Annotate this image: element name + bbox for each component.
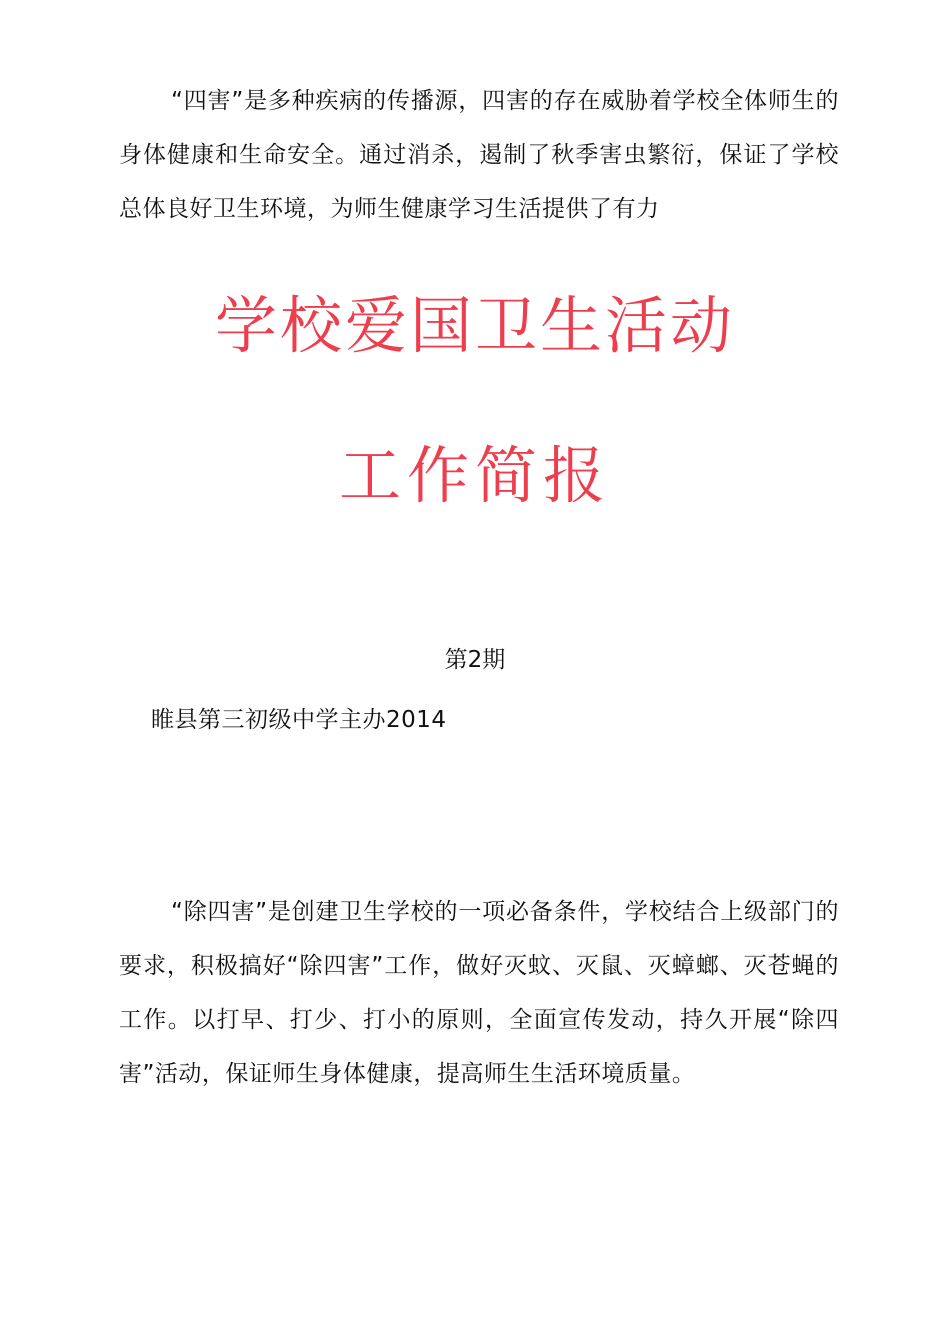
publisher-line: 睢县第三初级中学主办2014 [151,707,447,733]
title-line-1: 学校爱国卫生活动 [214,289,735,362]
intro-paragraph: “四害”是多种疾病的传播源，四害的存在威胁着学校全体师生的身体健康和生命安全。通过消杀，遏制了秋季害虫繁衍，保证了学校总体良好卫生环境，为师生健康学习生活提供了有力 [119,88,839,222]
issue-number: 第2期 [444,647,506,673]
title-line-2: 工作简报 [338,439,611,512]
body-paragraph: “除四害”是创建卫生学校的一项必备条件，学校结合上级部门的要求，积极搞好“除四害”工作，做好灭蚊、灭鼠、灭蟑螂、灭苍蝇的工作。以打早、打少、打小的原则，全面宣传发动，持久开展“除四害”活动，保证师生身体健康，提高师生生活环境质量。 [119,899,839,1087]
